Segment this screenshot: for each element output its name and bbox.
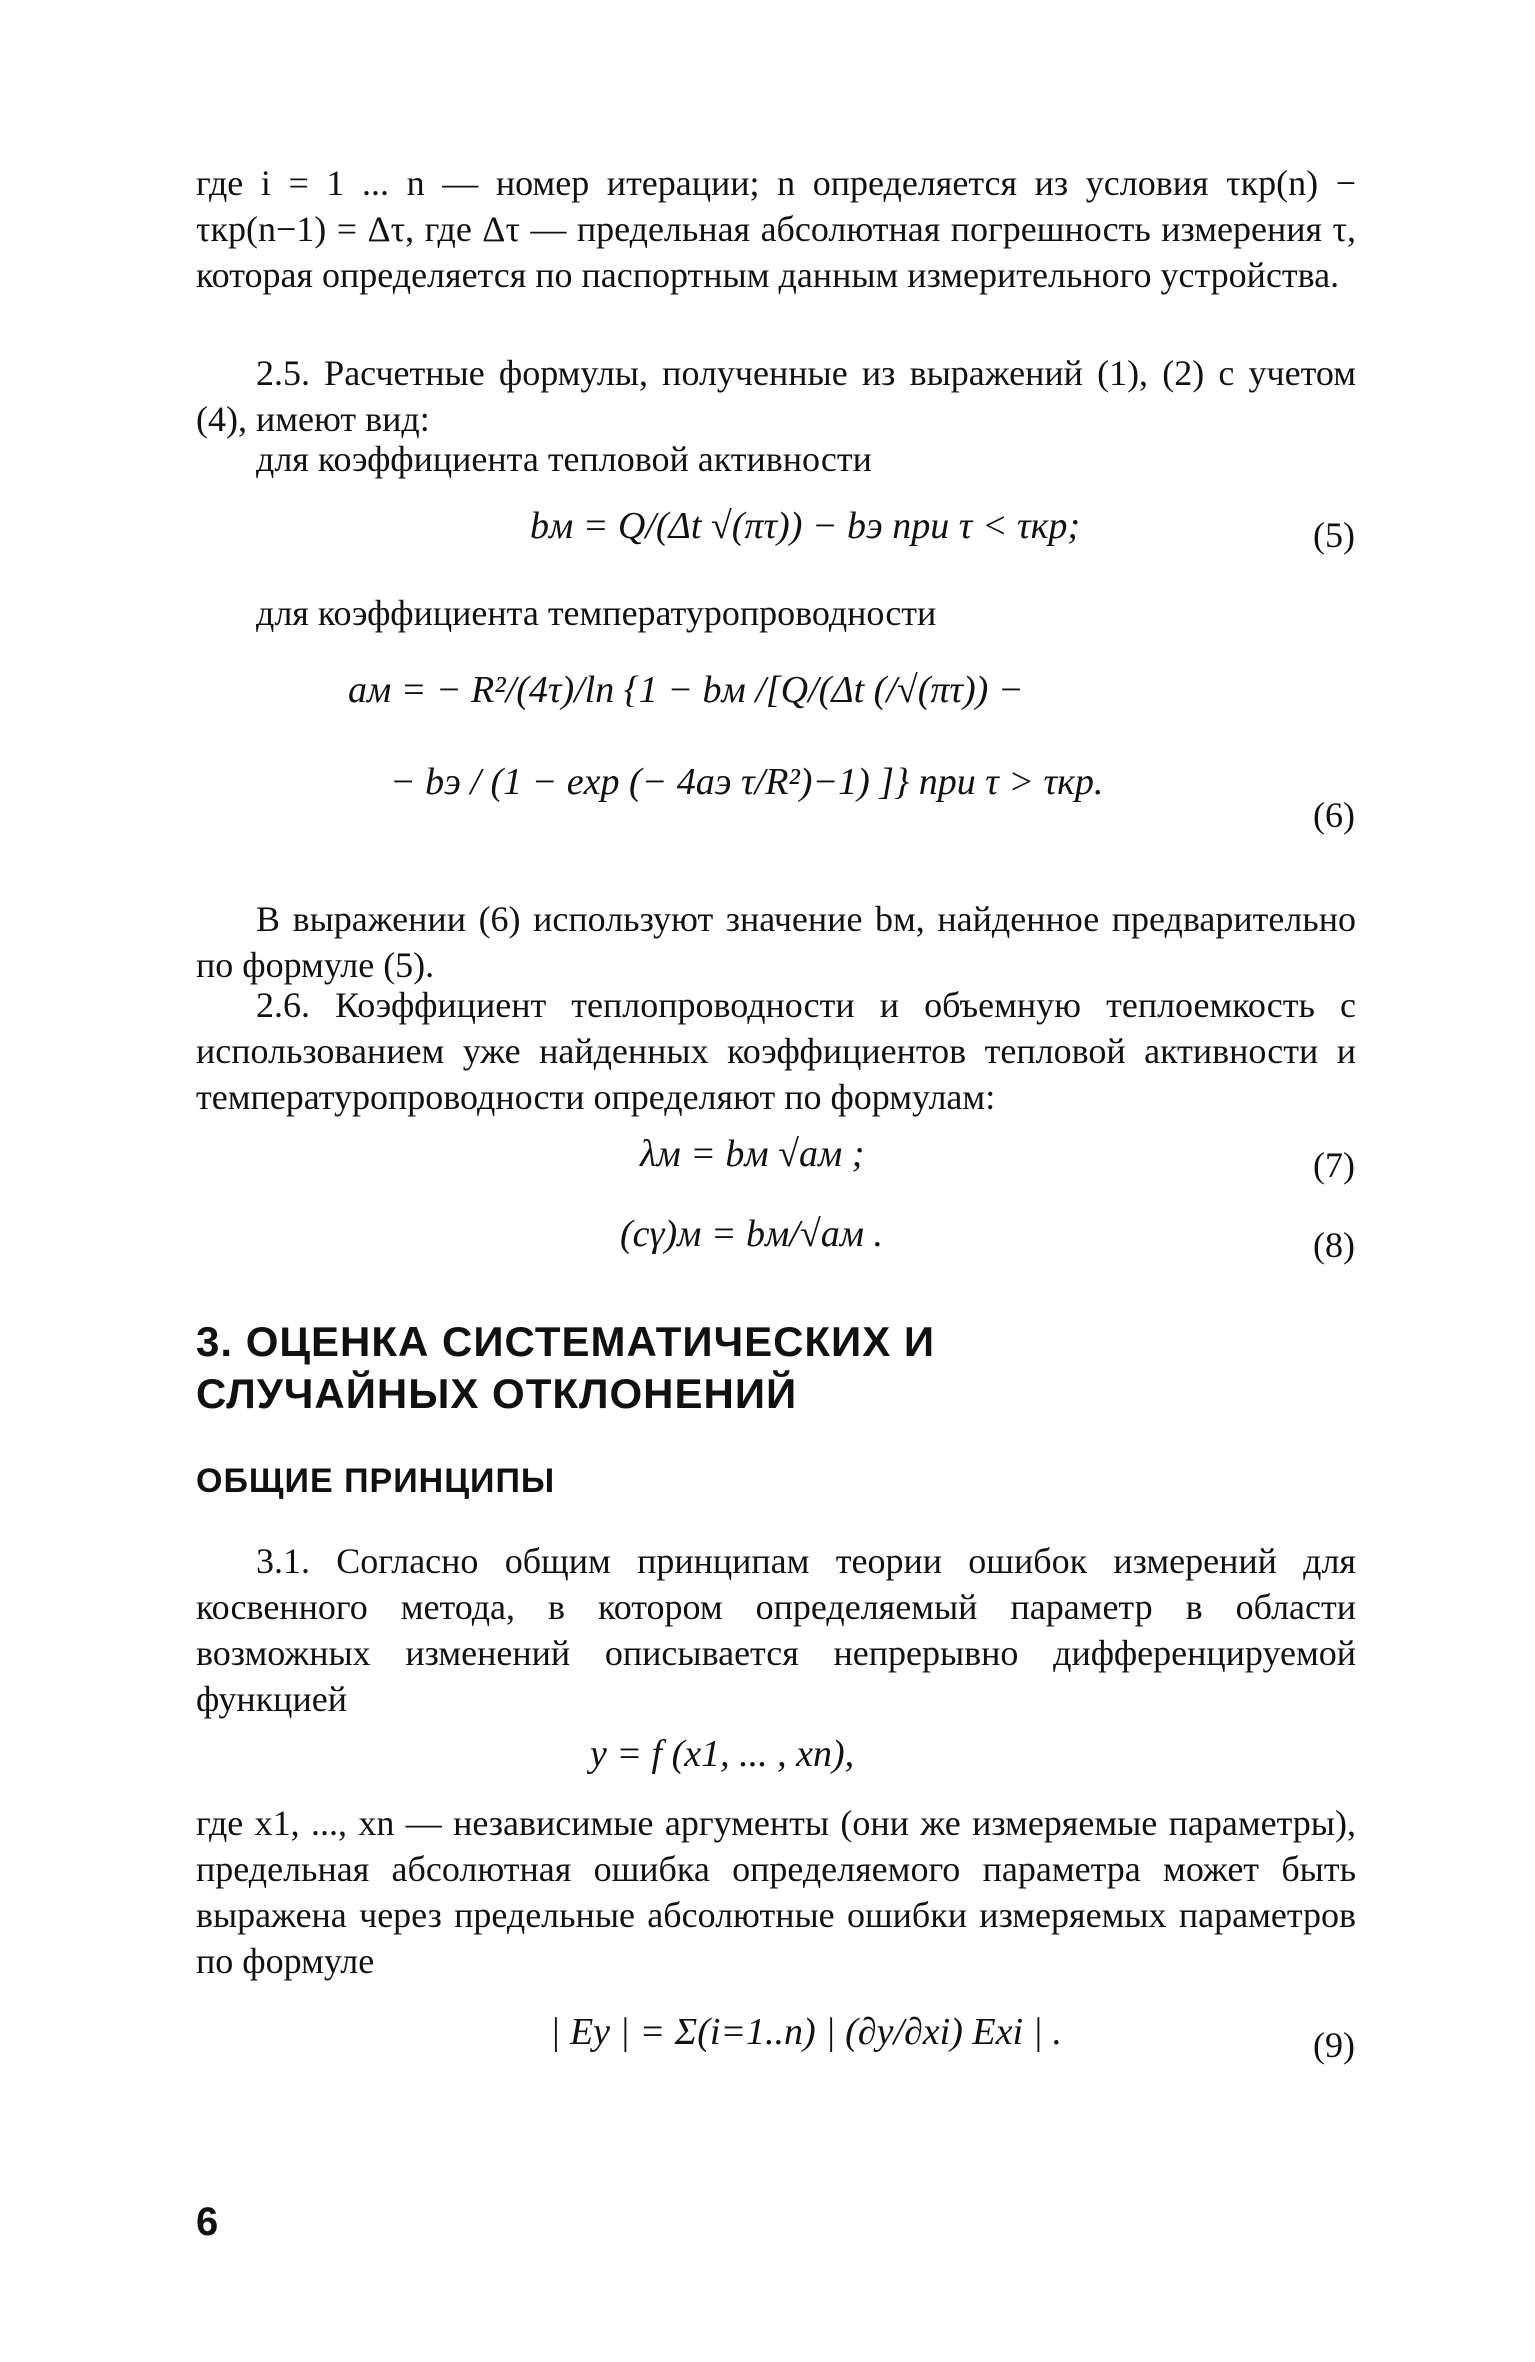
formula-function: y = f (x1, ... , xn), (590, 1733, 855, 1775)
section-heading (196, 1316, 956, 1420)
formula-6-line-2: − bэ / (1 − exp (− 4aэ τ/R²)−1) ]} при τ > τкр. (390, 761, 1104, 803)
equation-number-9: (9) (1313, 2025, 1355, 2065)
page-number: 6 (196, 2200, 219, 2244)
equation-number-5: (5) (1313, 515, 1355, 555)
paragraph-iteration: где i = 1 ... n — номер итерации; n определяется из условия τкр(n) − τкр(n−1) = Δτ, где Δτ — предельная абсолютная погрешность измерения τ, которая определяется по паспортным данным измерительного устройства. (196, 163, 1356, 295)
equation-number-8: (8) (1313, 1225, 1355, 1265)
paragraph-2-5: 2.5. Расчетные формулы, полученные из выражений (1), (2) с учетом (4), имеют вид: (196, 353, 1356, 439)
paragraph-expression-6: В выражении (6) используют значение bм, найденное предварительно по формуле (5). (196, 899, 1356, 985)
paragraph-2-6: 2.6. Коэффициент теплопроводности и объемную теплоемкость с использованием уже найденных коэффициентов тепловой активности и температуропроводности определяют по формулам: (196, 985, 1356, 1117)
formula-9: | Ey | = Σ(i=1..n) | (∂y/∂xi) Exi | . (550, 2011, 1062, 2053)
equation-number-7: (7) (1313, 1145, 1355, 1185)
paragraph-arguments: где x1, ..., xn — независимые аргументы (они же измеряемые параметры), предельная абсолютная ошибка определяемого параметра может быть выражена через предельные абсолютные ошибки измеряемых параметров по формуле (196, 1803, 1356, 1981)
formula-6-line-1: aм = − R²/(4τ)/ln {1 − bм /[Q/(Δt (/√(πτ)) − (348, 669, 1024, 711)
equation-number-6: (6) (1313, 795, 1355, 835)
label-thermal-diffusivity: для коэффициента температуропроводности (256, 593, 937, 633)
formula-8: (cγ)м = bм/√aм . (620, 1213, 883, 1255)
formula-5: bм = Q/(Δt √(πτ)) − bэ при τ < τкр; (530, 505, 1081, 547)
subsection-heading: ОБЩИЕ ПРИНЦИПЫ (196, 1462, 556, 1500)
paragraph-3-1: 3.1. Согласно общим принципам теории ошибок измерений для косвенного метода, в котором определяемый параметр в области возможных изменений описывается непрерывно дифференцируемой функцией (196, 1541, 1356, 1719)
section-heading-text: 3. ОЦЕНКА СИСТЕМАТИЧЕСКИХ И СЛУЧАЙНЫХ ОТКЛОНЕНИЙ (196, 1318, 936, 1417)
formula-7: λм = bм √aм ; (640, 1133, 865, 1175)
label-thermal-activity: для коэффициента тепловой активности (256, 439, 872, 479)
